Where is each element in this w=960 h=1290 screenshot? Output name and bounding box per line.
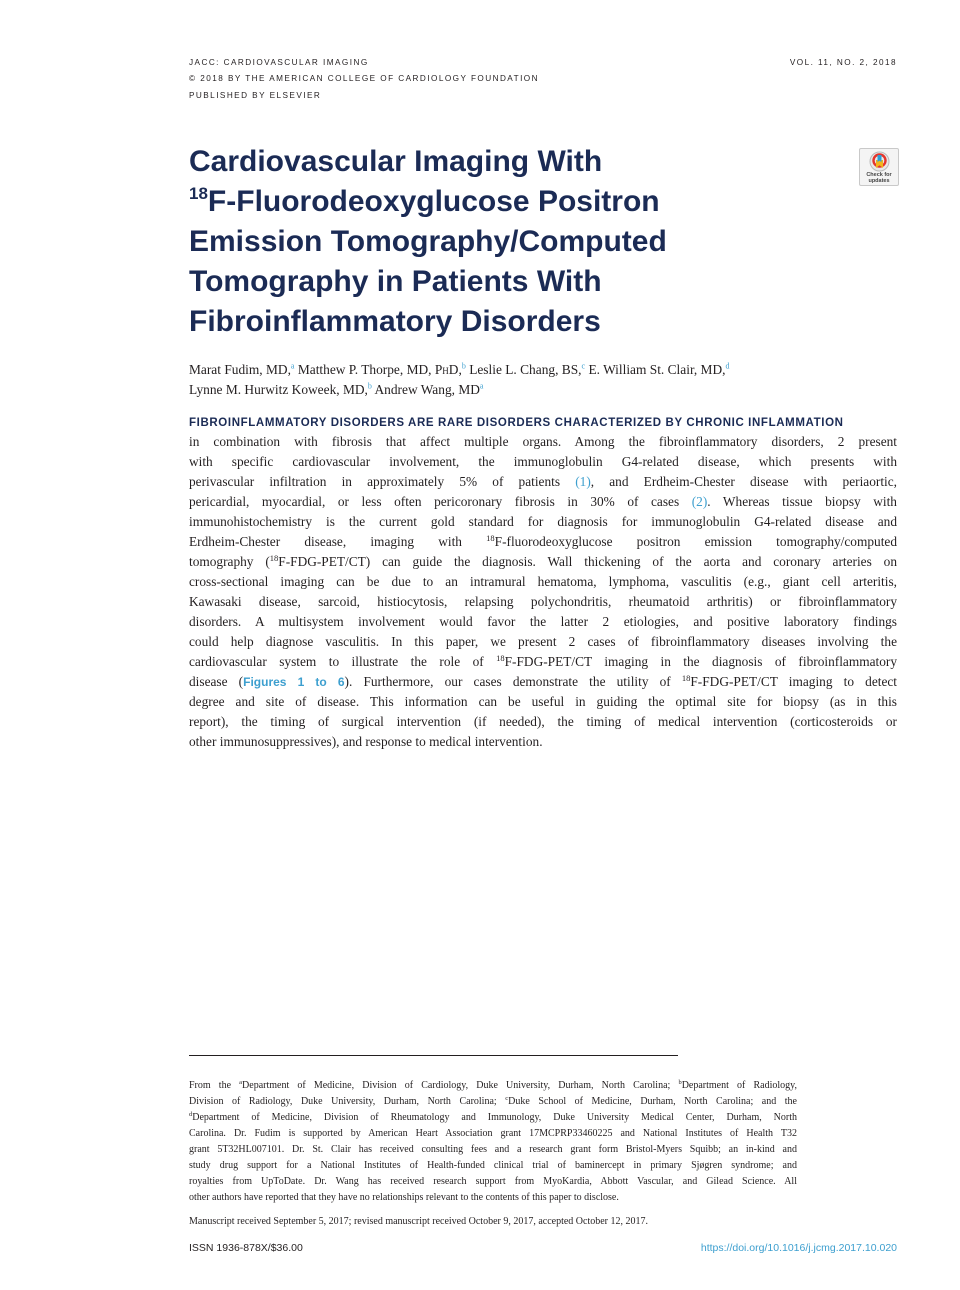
body-line: perivascular infiltration in approximately 5% of patients (1), and Erdheim-Chester disease with periaortic, [189,474,897,489]
title-line: Tomography in Patients With [189,265,602,298]
body-line: cardiovascular system to illustrate the role of $^{18}$F-FDG-PET/CT imaging in the diagnosis of fibroinflammatory [189,653,897,669]
lead-in-text: FIBROINFLAMMATORY DISORDERS ARE RARE DISORDERS CHARACTERIZED BY CHRONIC INFLAMMATION [189,417,844,429]
isotope-superscript: 18 [189,184,208,203]
article-title [189,142,829,342]
title-line: Emission Tomography/Computed [189,225,667,258]
body-line: report), the timing of surgical intervention (if needed), the timing of medical intervention (corticosteroids or [189,714,897,729]
body-line: Kawasaki disease, sarcoid, histiocytosis, relapsing polychondritis, rheumatoid arthritis) or fibroinflammatory [189,594,897,609]
issn-price: ISSN 1936-878X/$36.00 [189,1242,303,1254]
journal-name: JACC: CARDIOVASCULAR IMAGING [189,58,369,67]
footnote-divider [189,1055,678,1056]
body-line: disorders. A multisystem involvement would favor the latter 2 etiologies, and positive laboratory findings [189,614,897,629]
author-name: Marat Fudim, MD, [189,362,291,377]
publisher-line: PUBLISHED BY ELSEVIER [189,91,322,100]
manuscript-dates: Manuscript received September 5, 2017; revised manuscript received October 9, 2017, accepted October 12, 2017. [189,1216,649,1227]
footnote-line: other authors have reported that they have no relationships relevant to the contents of this paper to disclose. [189,1192,619,1203]
bookmark-icon [869,151,890,172]
author-list: Marat Fudim, MD,$^a$ Matthew P. Thorpe, MD, PhD,$^b$ Leslie L. Chang, BS,$^c$ E. William St. Clair, MD,$^d$ [189,361,730,377]
affiliation-marker: d [725,361,730,371]
body-line: disease (Figures 1 to 6). Furthermore, our cases demonstrate the utility of $^{18}$F-FDG-PET/CT imaging to detect [189,673,897,689]
author-name: E. William St. Clair, MD, [588,362,726,377]
body-line: cross-sectional imaging can be due to an intramural hematoma, lymphoma, vasculitis (e.g., giant cell arteritis, [189,574,897,589]
title-line [189,182,829,222]
footnote-line: $^d$Department of Medicine, Division of Rheumatology and Immunology, Duke University Medical Center, Durham, North [189,1111,797,1123]
affiliation-marker: b [367,381,372,391]
author-name: Matthew P. Thorpe, MD, [297,362,435,377]
author-degree: PhD [434,362,459,377]
footnote-line: From the $^a$Department of Medicine, Division of Cardiology, Duke University, Durham, North Carolina; $^b$Department of Radiology, [189,1079,797,1091]
body-line: pericardial, myocardial, or less often pericoronary fibrosis in 30% of cases (2). Whereas tissue biopsy with [189,494,897,509]
volume-info: VOL. 11, NO. 2, 2018 [789,58,897,67]
author-name: Andrew Wang, MD [374,382,480,397]
author-name: Lynne M. Hurwitz Koweek, MD, [189,382,368,397]
title-line: Cardiovascular Imaging With [189,145,603,178]
copyright-line: © 2018 BY THE AMERICAN COLLEGE OF CARDIOLOGY FOUNDATION [189,74,539,83]
body-line: degree and site of disease. This information can be useful in guiding the optimal site for biopsy (as in this [189,694,897,709]
footnote-line: Division of Radiology, Duke University, Durham, North Carolina; $^c$Duke School of Medicine, Durham, North Carolina; and the [189,1095,797,1107]
badge-label: Check for updates [866,172,892,184]
author-list-continued [189,380,899,400]
footnote-line: royalties from UpToDate. Dr. Wang has received research support from MyoKardia, Abbott Vascular, and Gilead Science. All [189,1176,797,1187]
doi-link[interactable]: https://doi.org/10.1016/j.jcmg.2017.10.020 [700,1242,897,1254]
body-line: with specific cardiovascular involvement, the immunoglobulin G4-related disease, which presents with [189,454,897,469]
title-line-text: F-Fluorodeoxyglucose Positron [207,185,660,218]
body-line: Erdheim-Chester disease, imaging with $^{18}$F-fluorodeoxyglucose positron emission tomography/computed [189,533,897,549]
check-for-updates-button[interactable] [859,148,899,186]
footnote-line: study drug support for a National Institutes of Health-funded clinical trial of baminercept in primary Sjøgren syndrome; and [189,1160,797,1171]
author-name: Leslie L. Chang, BS, [469,362,582,377]
title-line: Fibroinflammatory Disorders [189,305,601,338]
body-line: tomography ($^{18}$F-FDG-PET/CT) can guide the diagnosis. Wall thickening of the aorta and coronary arteries on [189,553,897,569]
footnote-line: grant 5T32HL007101. Dr. St. Clair has received consulting fees and a research grant form Bristol-Myers Squibb; an in-kind and [189,1144,797,1155]
reference-link-1[interactable]: (1) [575,474,591,489]
figures-link[interactable]: Figures 1 to 6 [243,675,345,689]
footnote-line: Carolina. Dr. Fudim is supported by American Heart Association grant 17MCPRP33460225 and National Institutes of Health T32 [189,1128,797,1139]
affiliation-marker: c [581,361,586,371]
affiliation-marker: a [479,381,484,391]
affiliation-marker: a [290,361,295,371]
affiliation-marker: b [461,361,466,371]
body-line: immunohistochemistry is the current gold standard for diagnosis for immunoglobulin G4-related disease and [189,514,897,529]
body-line: other immunosuppressives), and response to medical intervention. [189,734,543,749]
body-line: could help diagnose vasculitis. In this paper, we present 2 cases of fibroinflammatory diseases involving the [189,634,897,649]
body-line: in combination with fibrosis that affect multiple organs. Among the fibroinflammatory disorders, 2 present [189,434,897,449]
reference-link-2[interactable]: (2) [691,494,708,509]
